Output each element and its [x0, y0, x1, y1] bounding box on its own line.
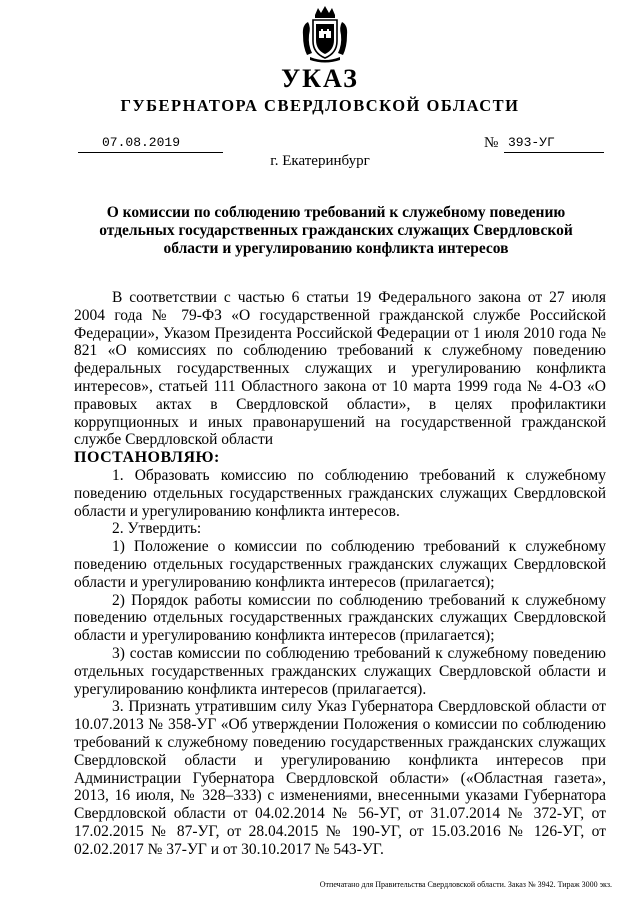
clause-3: 3. Признать утратившим силу Указ Губернатора Свердловской области от 10.07.2013 № 358-УГ «Об утверждении Положения о комиссии по соблюдению требований к служебному поведению государственных гражданских служащих Свердловской области и урегулированию конфликта интересов при Администрации Губернатора Свердловской области» («Областная газета», 2013, 16 июля, № 328–333) с изменениями, внесенными указами Губернатора Свердловской области от 04.02.2014 № 56-УГ, от 31.07.2014 № 372-УГ, от 17.02.2015 № 87-УГ, от 28.04.2015 № 190-УГ, от 15.03.2016 № 126-УГ, от 02.02.2017 № 37-УГ и от 30.10.2017 № 543-УГ. — [74, 698, 606, 858]
document-date: 07.08.2019 — [78, 135, 223, 153]
clause-1: 1. Образовать комиссию по соблюдению требований к служебному поведению отдельных государственных гражданских служащих Свердловской области и урегулированию конфликта интересов. — [74, 466, 606, 520]
clause-2: 2. Утвердить: — [112, 520, 202, 538]
document-body — [74, 289, 606, 859]
coat-of-arms-icon — [300, 5, 350, 63]
document-title: О комиссии по соблюдению требований к служебному поведению отдельных государственных гражданских служащих Свердловской области и урегулированию конфликта интересов — [99, 204, 573, 257]
issuer-heading: ГУБЕРНАТОРА СВЕРДЛОВСКОЙ ОБЛАСТИ — [120, 96, 520, 115]
document-number: 393-УГ — [504, 135, 604, 153]
city-name: г. Екатеринбург — [270, 153, 370, 169]
clause-2-1: 1) Положение о комиссии по соблюдению требований к служебному поведению отдельных государственных гражданских служащих Свердловской области и урегулированию конфликта интересов (прилагается); — [74, 538, 606, 591]
clause-2-3: 3) состав комиссии по соблюдению требований к служебному поведению отдельных государственных гражданских служащих Свердловской области и урегулированию конфликта интересов (прилагается). — [74, 644, 606, 698]
number-label: № — [484, 135, 499, 151]
print-note: Отпечатано для Правительства Свердловской области. Заказ № 3942. Тираж 3000 экз. — [319, 880, 612, 889]
resolve-heading: ПОСТАНОВЛЯЮ: — [74, 449, 220, 467]
clause-2-2: 2) Порядок работы комиссии по соблюдению требований к служебному поведению отдельных государственных гражданских служащих Свердловской области и урегулированию конфликта интересов (прилагается); — [74, 591, 606, 645]
preamble-paragraph: В соответствии с частью 6 статьи 19 Федерального закона от 27 июля 2004 года № 79-ФЗ «О государственной гражданской службе Российской Федерации», Указом Президента Российской Федерации от 1 июля 2010 года № 821 «О комиссиях по соблюдению требований к служебному поведению федеральных государственных служащих и урегулированию конфликта интересов», статьей 111 Областного закона от 10 марта 1999 года № 4-ОЗ «О правовых актах в Свердловской области», в целях профилактики коррупционных и иных правонарушений на государственной гражданской службе Свердловской области — [74, 289, 606, 449]
document-type-heading: УКАЗ — [281, 64, 359, 93]
